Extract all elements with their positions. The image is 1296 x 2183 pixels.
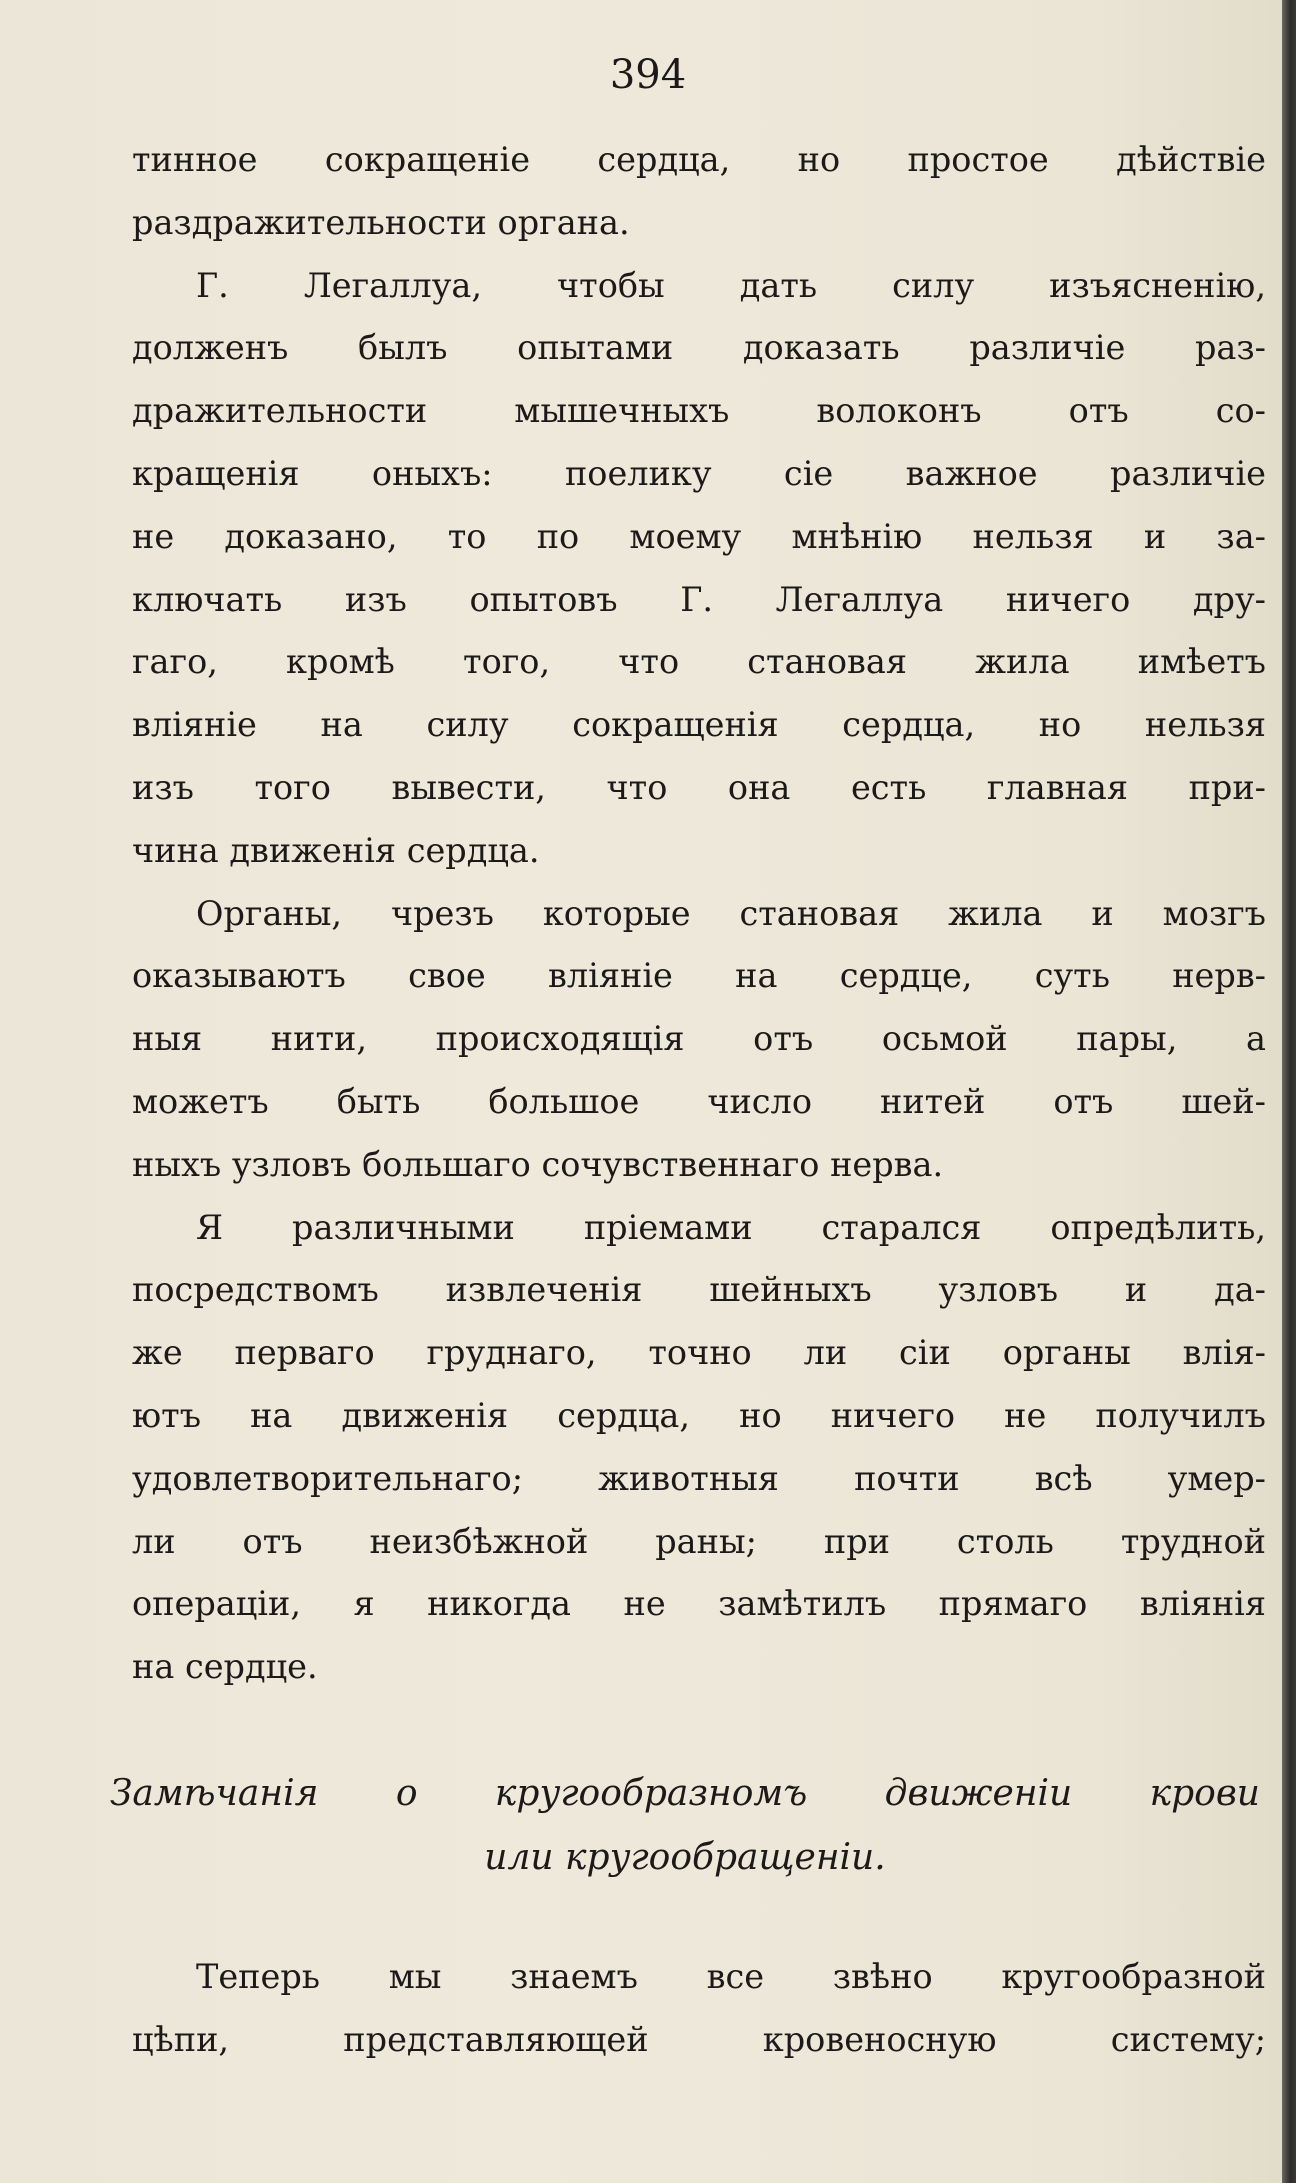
text-line: вліяніе на силу сокращенія сердца, но нельзя [132,705,1266,745]
text-line: тинное сокращеніе сердца, но простое дѣйствіе [132,140,1266,179]
text-line: операціи, я никогда не замѣтилъ прямаго вліянія [132,1584,1266,1624]
text-line: посредствомъ извлеченія шейныхъ узловъ и да- [132,1270,1266,1310]
text-line: ныя нити, происходящія отъ осьмой пары, а [132,1019,1266,1059]
text-line: изъ того вывести, что она есть главная при- [132,767,1266,807]
text-line: не доказано, то по моему мнѣнію нельзя и за- [132,516,1266,556]
text-line: раздражительности органа. [132,202,630,242]
text-line: Г. Легаллуа, чтобы дать силу изъясненію, [196,265,1266,305]
heading-line: или кругообращеніи. [484,1837,886,1878]
text-line: удовлетворительнаго; животныя почти всѣ умер- [132,1458,1266,1498]
text-line: кращенія оныхъ: поелику сіе важное различіе [132,453,1266,493]
text-line: дражительности мышечныхъ волоконъ отъ со- [132,391,1266,431]
page-edge [1282,0,1296,2183]
text-line: цѣпи, представляющей кровеносную систему; [132,2019,1266,2059]
text-line: на сердце. [132,1647,318,1687]
text-line: ключать изъ опытовъ Г. Легаллуа ничего дру- [132,579,1266,619]
text-line: ютъ на движенія сердца, но ничего не получилъ [132,1395,1266,1435]
text-line: оказываютъ свое вліяніе на сердце, суть нерв- [132,956,1266,996]
page-number: 394 [609,52,687,98]
heading-line: Замѣчанія о кругообразномъ движеніи крови [110,1773,1260,1814]
body-text-block [132,1946,1266,2072]
text-line: ли отъ неизбѣжной раны; при столь трудной [132,1521,1266,1561]
text-line: Теперь мы знаемъ все звѣно кругообразной [196,1957,1266,1996]
text-line: Органы, чрезъ которые становая жила и мозгъ [196,893,1266,933]
body-text-block [132,129,1266,1699]
text-line: ныхъ узловъ большаго сочувственнаго нерва. [132,1144,944,1184]
text-line: гаго, кромѣ того, что становая жила имѣетъ [132,642,1266,682]
text-line: чина движенія сердца. [132,830,540,870]
text-line: Я различными пріемами старался опредѣлить, [196,1207,1266,1247]
section-heading [110,1762,1260,1890]
text-line: можетъ быть большое число нитей отъ шей- [132,1081,1266,1121]
text-line: же перваго груднаго, точно ли сіи органы влія- [132,1333,1266,1373]
text-line: долженъ былъ опытами доказать различіе раз- [132,328,1266,368]
